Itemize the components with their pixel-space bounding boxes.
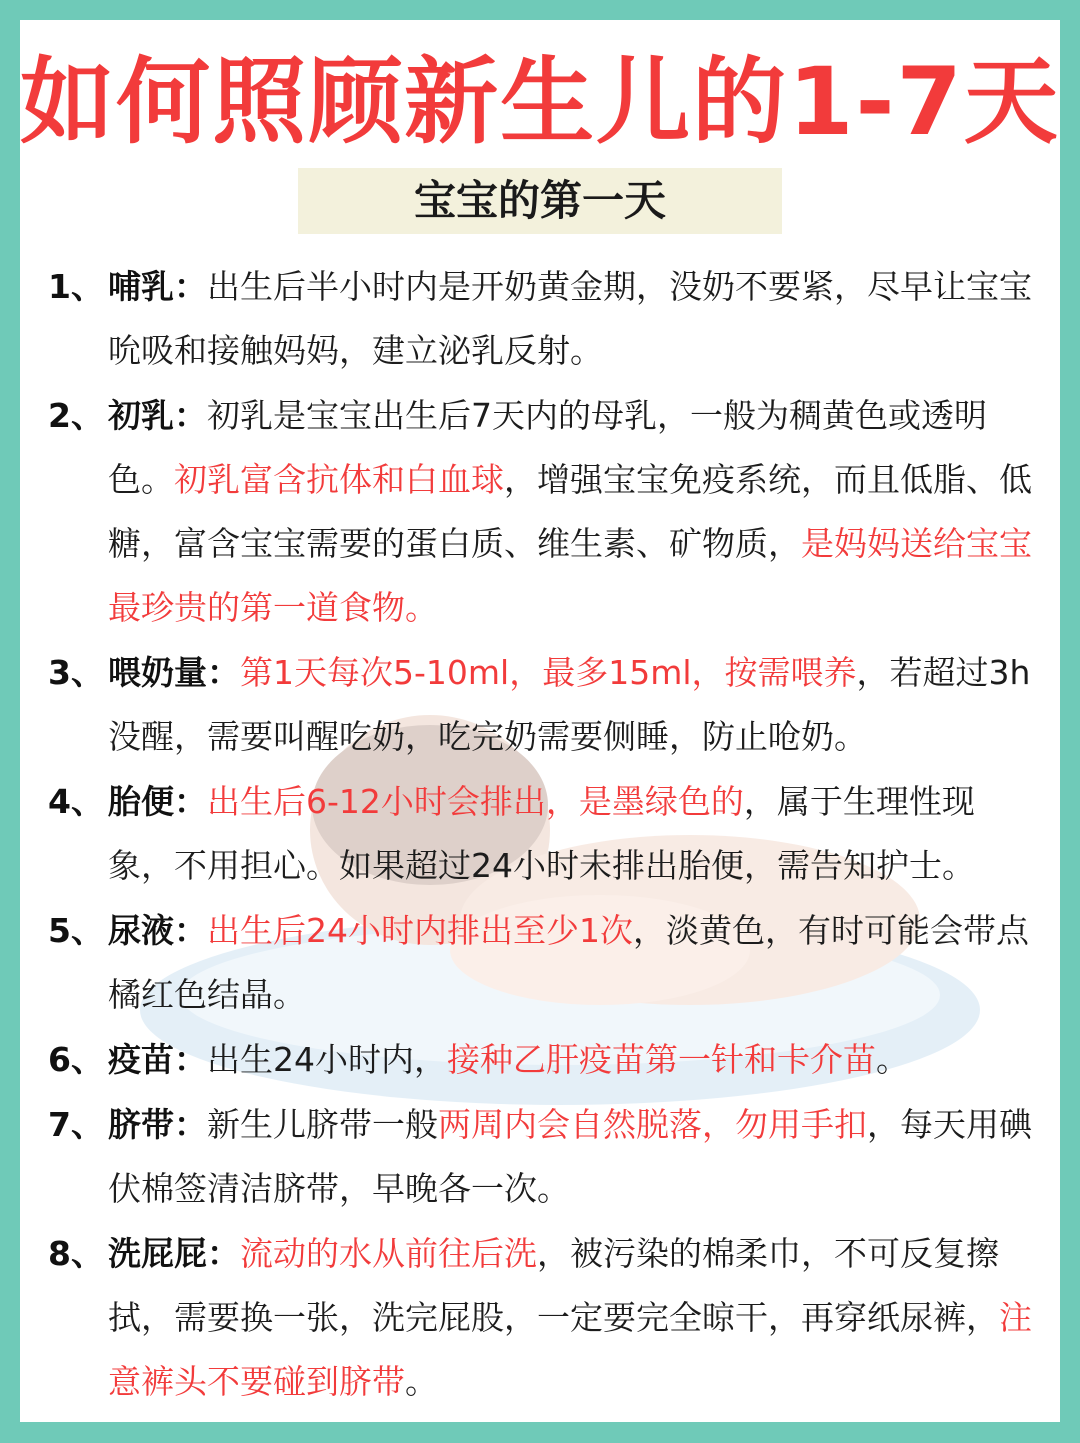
item-label: 洗屁屁：	[108, 1234, 240, 1273]
highlighted-text: 初乳富含抗体和白血球	[174, 460, 504, 499]
highlighted-text: 出生后24小时内排出至少1次	[207, 911, 633, 950]
item-label: 初乳：	[108, 396, 207, 435]
care-tip-item	[20, 1222, 1060, 1414]
item-number: 2、	[48, 396, 104, 435]
item-text: 。	[876, 1040, 909, 1079]
item-number: 8、	[48, 1234, 104, 1273]
highlighted-text: 第1天每次5-10ml，最多15ml，按需喂养	[240, 653, 857, 692]
care-tip-item	[20, 1028, 1060, 1092]
item-label: 脐带：	[108, 1105, 207, 1144]
care-tip-item	[20, 641, 1060, 769]
item-text: 出生24小时内，	[207, 1040, 447, 1079]
highlighted-text: 注意裤头不要碰到脐带	[108, 1298, 1032, 1401]
item-text: 新生儿脐带一般	[207, 1105, 438, 1144]
item-text: ，增强宝宝免疫系统，而且低脂、低糖，富含宝宝需要的蛋白质、维生素、矿物质，	[108, 460, 1032, 563]
item-number: 7、	[48, 1105, 104, 1144]
highlighted-text: 接种乙肝疫苗第一针和卡介苗	[447, 1040, 876, 1079]
item-text: ，属于生理性现象，不用担心。如果超过24小时未排出胎便，需告知护士。	[108, 782, 975, 885]
item-number: 4、	[48, 782, 104, 821]
item-text: ，被污染的棉柔巾，不可反复擦拭，需要换一张，洗完屁股，一定要完全晾干，再穿纸尿裤，	[108, 1234, 999, 1337]
care-tip-item	[20, 384, 1060, 640]
item-number: 5、	[48, 911, 104, 950]
care-tip-item	[20, 255, 1060, 383]
care-tips-list	[20, 255, 1060, 1415]
care-tip-item	[20, 1093, 1060, 1221]
item-text: 。	[405, 1362, 438, 1401]
section-heading: 宝宝的第一天	[298, 168, 782, 234]
item-text: 初乳是宝宝出生后7天内的母乳，一般为稠黄色或透明色。	[108, 396, 987, 499]
highlighted-text: 出生后6-12小时会排出，是墨绿色的	[207, 782, 744, 821]
page-title: 如何照顾新生儿的1-7天	[20, 48, 1060, 157]
item-text: ，若超过3h没醒，需要叫醒吃奶，吃完奶需要侧睡，防止呛奶。	[108, 653, 1031, 756]
highlighted-text: 流动的水从前往后洗	[240, 1234, 537, 1273]
item-label: 疫苗：	[108, 1040, 207, 1079]
item-label: 尿液：	[108, 911, 207, 950]
item-text: 出生后半小时内是开奶黄金期，没奶不要紧，尽早让宝宝吮吸和接触妈妈，建立泌乳反射。	[108, 267, 1032, 370]
item-text: ，每天用碘伏棉签清洁脐带，早晚各一次。	[108, 1105, 1032, 1208]
item-number: 1、	[48, 267, 104, 306]
item-number: 6、	[48, 1040, 104, 1079]
care-tip-item	[20, 899, 1060, 1027]
item-number: 3、	[48, 653, 104, 692]
highlighted-text: 是妈妈送给宝宝最珍贵的第一道食物。	[108, 524, 1032, 627]
item-label: 胎便：	[108, 782, 207, 821]
item-text: ，淡黄色，有时可能会带点橘红色结晶。	[108, 911, 1029, 1014]
care-tip-item	[20, 770, 1060, 898]
item-label: 哺乳：	[108, 267, 207, 306]
content-card	[20, 20, 1060, 1422]
item-label: 喂奶量：	[108, 653, 240, 692]
highlighted-text: 两周内会自然脱落，勿用手扣	[438, 1105, 867, 1144]
